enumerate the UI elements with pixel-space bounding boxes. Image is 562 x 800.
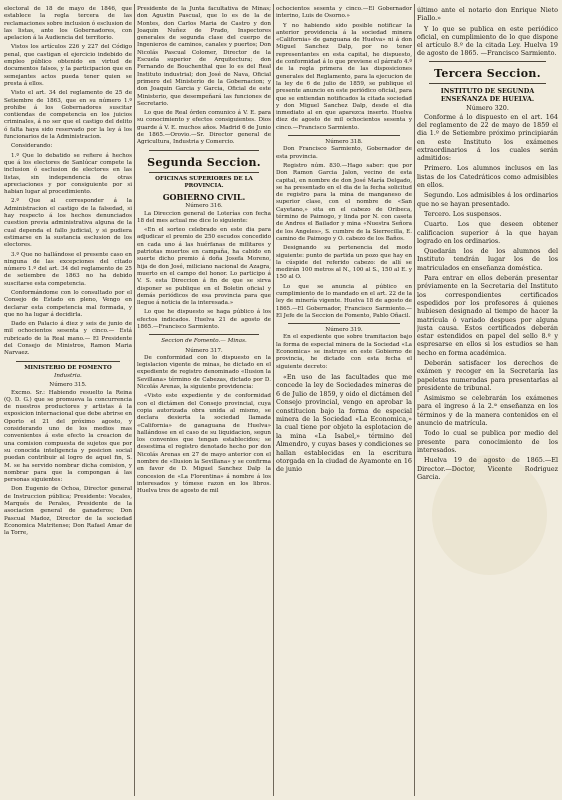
paragraph: Primero. Los alumnos inclusos en las listas de los Catedráticos como admisibles en ellos. [417, 164, 558, 190]
paragraph: último ante el notario don Enrique Nieto Fiallo.» [417, 6, 558, 23]
paragraph: Designando su pertenencia del modo siguiente: punto de partida un pozo que hay en la cúspide del referido cabezo: de allí se medirán 100 metros al N., 100 al S., 150 al E. y 150 al O. [276, 245, 412, 281]
document-number: Número 318. [325, 139, 363, 146]
section-rule [288, 323, 400, 324]
paragraph: Y no habiendo sido posible notificar la anterior providencia á la sociedad minera «California» de ganguana de Huelva» ni á don Miguel Sanchez Dalp, por no tener representantes en esta capital, he dispuesto, de conformidad á lo que previene el párrafo 4.º de la regla primera de las disposiciones generales del Reglamento, para la ejecucion de la ley de 6 de julio de 1859, se publique el presente anuncio en este periódico oficial, para que se entiendan notificados la citada sociedad y don Miguel Sanchez Dalp, desde el dia inmediato al en que aparezca inserto. Huelva diez de agosto de mil ochocientos sesenta y cinco.—Francisco Sarmiento. [276, 22, 412, 131]
minas-heading: Seccion de Fomento.— Minas. [161, 338, 247, 345]
paragraph: Lo que he dispuesto se haga público á los efectos indicados. Huelva 21 de agosto de 1865.—Francisco Sarmiento. [137, 309, 271, 330]
paragraph: Para entrar en ellos deberán presentar préviamente en la Secretaria del Instituto los correspondientes certificados espedidos por los profesores á quienes hubiesen designado al tiempo de hacer la matrícula ó variado despues por alguna justa causa. Estos certificados deberán estar estendidos en papel del sello 8.º y espresarse en ellos si los estudios se han hecho en forma académica. [417, 274, 558, 357]
paragraph: Quedarán los de los alumnos del Instituto tendrán lugar los de los matriculados en enseñanza doméstica. [417, 247, 558, 272]
ministry-subheading: Industria. [54, 372, 82, 379]
section-title: Segunda Seccion. [147, 155, 261, 169]
document-number: Número 319. [325, 327, 363, 334]
institute-heading: INSTITUTO DE SEGUNDA ENSEÑANZA DE HUELVA. [440, 86, 535, 104]
section-rule [149, 150, 259, 151]
paragraph: Excmo. Sr.: Habiendo resuelto la Reina (Q. D. G.) que se promueva la concurrencia de nuestros productores y artistas á la exposicion internacional que debe abrirse en Oporto el 21 del próximo agosto, y considerando uno de los medios mas convenientes á este efecto la creacion de una comision compuesta de sujetos que por su conocida inteligencia y posicion social puedan contribuir al logro de aquel fin, S. M. se ha servido nombrar dicha comision, y nombrar para que la compongan á las personas siguientes: [4, 389, 132, 484]
document-number: Número 315. [49, 382, 87, 389]
paragraph: Deberán satisfacer los derechos de exámen y recoger en la Secretaría las papeletas numeradas para presentarlas al presidente de tribunal. [417, 358, 558, 392]
document-number: Número 320. [466, 104, 509, 113]
paragraph: La Direccion general de Loterías con fecha 18 del mes actual me dice lo siguiente: [137, 210, 271, 224]
paragraph: Don Francisco Sarmiento, Gobernador de esta provincia. [276, 146, 412, 160]
document-number: Número 317. [185, 347, 223, 354]
section-rule [288, 135, 400, 136]
column-divider [134, 4, 135, 796]
paragraph: Todo lo cual se publica por medio del presente para conocimiento de los interesados. [417, 429, 558, 454]
paragraph: Lo que se anuncia al público en cumplimiento de lo mandado en el art. 22 de la ley de minería vigente. Huelva 18 de agosto de 1865.—El Gobernador, Francisco Sarmiento.—El Jefe de la Seccion de Fomento, Pablo Oñacil. [276, 283, 412, 319]
paragraph: Segundo. Los admisibles á los ordinarios que no se hayan presentado. [417, 191, 558, 208]
paragraph: Vistos los artículos 226 y 227 del Código penal, que castigan el ejercicio indebido de empleo público obtenido en virtud de documentos falsos, y la participacion que en semejantes actos pueda tener quien se presta á ellos. [4, 44, 132, 87]
paragraph: 2.º Que al corresponder á la Administracion el castigo de la falsedad, si hay respecto á los hechos denunciados cuestion previa administrativa alguna de la cual dependa el fallo judicial, y si pudiera estimarse en la sustancia esclusion de los electores. [4, 198, 132, 249]
paragraph: «Visto este expediente y de conformidad con el dictámen del Consejo provincial, cuya copia autorizada obra unida al mismo, se declara desierta la sociedad llamada «California» de ganaguana de Huelva» hallándose en el caso de su liquidacion, segun los convenios que tengan establecidos; se desestima el registro denotado hecho por don Nicolás Arenas en 27 de mayo anterior con el nombre de «Ilusion la Sevillana» y se confirma en favor de D. Miguel Sanchez Dalp la concesion de «La Florentina» á nombre á los interesados y tómese razon en los libros. Huelva tres de agosto de mil [137, 393, 271, 495]
paragraph: Lo que de Real órden comunico á V. E. para su conocimiento y efectos consiguientes. Dios guarde á V. E. muchos años. Madrid 6 de Junio de 1865.—Orovio.—Sr. Director general de Agricultura, Industria y Comercio. [137, 110, 271, 146]
paragraph: electoral de 18 de mayo de 1846, que establece la regla tercera de las reclamaciones sobre inclusion ó esclusion de las listas, ante los Gobernadores, con apelacion á la Audiencia del territorio. [4, 6, 132, 42]
column-2 [137, 6, 271, 796]
offices-heading: OFICINAS SUPERIORES DE LA PROVINCIA. [155, 175, 253, 189]
ministry-heading: MINISTERIO DE FOMENTO [24, 364, 112, 371]
section-rule [149, 172, 259, 173]
column-1 [4, 6, 132, 796]
paragraph: Presidente de la Junta facultativa de Minas; don Agustin Pascual, que lo es de la de Montes, don Carlos Maria de Castro y don Joaquin Nuñez de Prado, Inspectores generales de segunda clase del cuerpo de Ingenieros de caminos, canales y puertos; Don Nicolás Pascual Colomer, Director de la Escuela superior de Arquitectura; don Fernando de Bouchenthal que lo es del Real Instituto industrial; don José de Nava, Oficial primero del Ministerio de la Gobernacion; y don Joaquin Garcia y Garcia, Oficial de este Ministerio, que desempeñará las funciones de Secretario. [137, 6, 271, 107]
column-3 [276, 6, 412, 796]
signature-line: Huelva 19 de agosto de 1865.—El Director.—Doctor, Vicente Rodriguez Garcia. [417, 456, 558, 481]
paragraph: Considerando: [11, 143, 53, 150]
paragraph: 1.º Que lo debatido se refiere á hechos que á los electores de Sanlúcar compete la inclusion ó esclusion de electores en las listas, sin independencia de otras apreciaciones y por consiguiente por si habian lugar al procedimiento. [4, 152, 132, 196]
section-title: Tercera Seccion. [434, 66, 541, 80]
paragraph: ochocientos sesenta y cinco.—El Gobernador interino, Luis de Osorno.» [276, 6, 412, 20]
section-rule [16, 361, 120, 362]
paragraph: Don Eugenio de Ochoa, Director general de Instruccion pública; Presidente: Vocales, Marqués de Perales, Presidente de la asociacion general de ganaderos; Don Pascual Madoz, Director de la sociedad Economica Matritense; Don Rafael Amar de la Torre, [4, 486, 132, 537]
paragraph: Dado en Palacio á diez y seis de junio de mil ochocientos sesenta y cinco.— Está rubricado de la Real mano.— El Presidente del Consejo de Ministros, Ramon Maria Narvaez. [4, 321, 132, 357]
document-number: Número 316. [185, 203, 223, 210]
paragraph: En el expediente que sobre tramitacion bajo la forma de especial minera de la Sociedad «La Economica» se instruye en este Gobierno de provincia, he dictado con esta fecha el siguiente decreto: [276, 334, 412, 370]
paragraph: Y lo que se publica en este periódico oficial, en cumplimiento de lo que dispone el artículo 8.º de la citada Ley. Huelva 19 de agosto de 1865. —Francisco Sarmiento. [417, 24, 558, 58]
paragraph: «En el sorteo celebrado en este dia para adjudicar el premio de 250 escudos concedido en cada uno á las huérfanas de militares y patriotas muertos en campaña, ha cabido en suerte dicho premio á doña Josefa Moreno, hija de don José, miliciano nacional de Azagra, muerto en el campo del honor. Lo participo á V. S. esta Direccion á fin de que se sirva disponer se publique en el Boletin oficial y demás periódicos de esa provincia para que llegue á noticia de la interesada.» [137, 227, 271, 307]
paragraph: «En uso de las facultades que me concede la ley de Sociedades mineras de 6 de Julio de 1859, y oido el dictámen del Consejo provincial, vengo en aprobar la constitucion bajo la forma de especial minera de la Sociedad «La Economica,» la cual tiene por objeto la esplotacion de la mina «La Isabel,» término del Almendro, y cuyas bases y condiciones se hallan establecidas en la escritura otorgada en la ciudad de Ayamonte en 16 de junio [276, 372, 412, 474]
column-4 [417, 6, 558, 796]
paragraph: De conformidad con lo dispuesto en la legislacion vigente de minas, he dictado en el expediente de registro denominado «Ilusion la Sevillana» término de Cabezas, dictado por D. Nicolás Arenas, la siguiente providencia: [137, 354, 271, 391]
paragraph: Visto el art. 34 del reglamento de 25 de Setiembre de 1863, que en su número 1.º prohibe á los Gobernadores suscitar contiendas de competencia en los juicios criminales, á no ser que el castigo del delito ó falta haya sido reservado por la ley á los funcionarios de la Administracion. [4, 90, 132, 141]
section-rule [149, 334, 259, 335]
paragraph: Conforme á lo dispuesto en el art. 164 del reglamento de 22 de mayo de 1859 el dia 1.º de Setiembre próximo principiarán en este Instituto los exámenes extraordinarios á los cuales serán admitidos: [417, 112, 558, 163]
paragraph: Registro núm. 830.—Hago saber: que por Don Ramon Garcia Jalon, vecino de esta capital, en nombre de don José María Delgado, se ha presentado en el dia de la fecha solicitud de registro para la mina de manganeso de superior clase, con el nombre de «San Cayetano,» sita en el cabezo de Oribeca, término de Paimogo, y linda por N. con caseta de Andres el Bailador y mina «Nuestra Señora de los Angeles», S. cumbre de la Sierrecilla, E. camino de Paimogo y O. cabezo de los Baños. [276, 162, 412, 242]
column-divider [414, 4, 415, 796]
column-divider [273, 4, 274, 796]
paragraph: Cuarto. Los que deseen obtener calificacion superior á la que hayan logrado en los ordinarios. [417, 220, 558, 245]
paragraph: Asimismo se celebrarán los exámenes para el ingreso á la 2.ª enseñanza en los términos y de la manera contenidos en el anuncio de matrícula. [417, 394, 558, 428]
section-rule [429, 61, 546, 62]
paragraph: Tercero. Los suspensos. [424, 209, 502, 218]
paragraph: Conformándome con lo consultado por el Consejo de Estado en pleno, Vengo en declarar esta competencia mal formada, y que no ha lugar á decidirla. [4, 289, 132, 318]
government-heading: GOBIERNO CIVIL. [162, 192, 246, 203]
section-rule [429, 83, 546, 84]
paragraph: 3.º Que no hallándose el presente caso en ninguna de las excepciones del citado número 1.º del art. 34 del reglamento de 25 de setiembre de 1863 no ha debido suscitarse esta competencia. [4, 251, 132, 287]
